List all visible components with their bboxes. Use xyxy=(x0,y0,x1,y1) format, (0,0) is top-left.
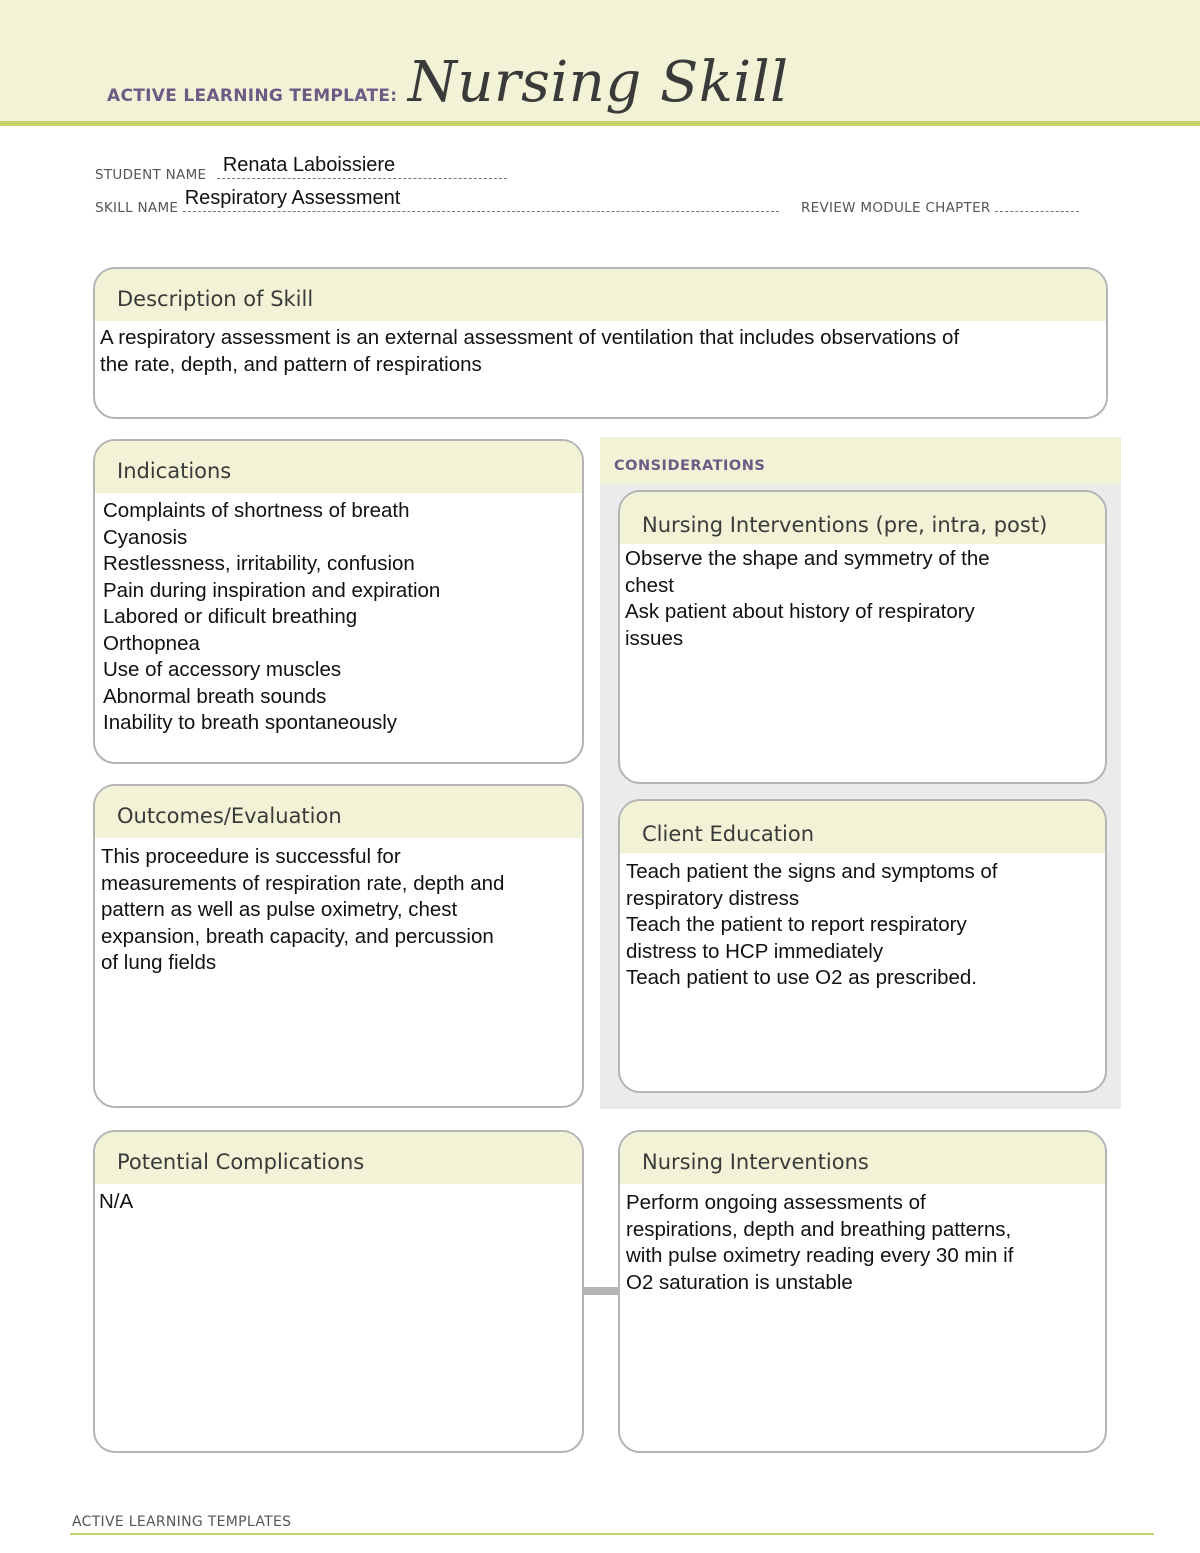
outcomes-line: This proceedure is successful for xyxy=(101,845,401,868)
template-name: Nursing Skill xyxy=(407,50,789,115)
nursing-intervention-line: O2 saturation is unstable xyxy=(626,1270,853,1294)
client-education-heading: Client Education xyxy=(620,801,1105,853)
student-name-row xyxy=(95,154,507,184)
intervention-line: chest xyxy=(625,573,674,597)
skill-name-label: SKILL NAME xyxy=(95,200,179,216)
intervention-line: issues xyxy=(625,626,684,650)
outcomes-line: pattern as well as pulse oximetry, chest xyxy=(101,898,458,921)
client-education-card xyxy=(618,799,1107,1093)
client-education-body[interactable] xyxy=(620,853,1105,996)
page-title xyxy=(107,50,789,115)
education-line: respiratory distress xyxy=(626,886,800,910)
student-name-value: Renata Laboissiere xyxy=(222,154,396,176)
nursing-intervention-line: respirations, depth and breathing patterns, xyxy=(626,1217,1012,1241)
review-module-row xyxy=(801,194,1079,217)
nursing-interventions-card xyxy=(618,1130,1107,1453)
nursing-interventions-pip-card xyxy=(618,490,1107,784)
outcomes-line: of lung fields xyxy=(101,951,217,974)
indication-item: Inability to breath spontaneously xyxy=(103,711,398,734)
outcomes-line: measurements of respiration rate, depth and xyxy=(101,871,505,895)
indication-item: Cyanosis xyxy=(103,525,188,549)
indication-item: Complaints of shortness of breath xyxy=(103,499,410,522)
indication-item: Restlessness, irritability, confusion xyxy=(103,552,415,575)
description-line: A respiratory assessment is an external assessment of ventilation that includes observations of xyxy=(100,326,960,349)
intervention-line: Observe the shape and symmetry of the xyxy=(625,547,990,570)
indications-body[interactable] xyxy=(95,493,582,741)
description-line: the rate, depth, and pattern of respirations xyxy=(100,352,482,376)
indications-card xyxy=(93,439,584,764)
skill-name-row xyxy=(95,187,779,217)
indications-heading: Indications xyxy=(95,441,582,493)
outcomes-card xyxy=(93,784,584,1108)
potential-complications-heading: Potential Complications xyxy=(95,1132,582,1184)
nursing-interventions-pip-heading: Nursing Interventions (pre, intra, post) xyxy=(620,492,1105,544)
indication-item: Orthopnea xyxy=(103,631,200,655)
outcomes-body[interactable] xyxy=(95,838,582,981)
nursing-interventions-pip-body[interactable] xyxy=(620,544,1105,656)
student-name-label: STUDENT NAME xyxy=(95,167,207,183)
indication-item: Labored or dificult breathing xyxy=(103,605,358,628)
education-line: distress to HCP immediately xyxy=(626,939,884,963)
outcomes-heading: Outcomes/Evaluation xyxy=(95,786,582,838)
nursing-intervention-line: Perform ongoing assessments of xyxy=(626,1191,926,1214)
description-heading: Description of Skill xyxy=(95,269,1106,321)
description-body[interactable] xyxy=(95,321,1106,382)
footer-rule xyxy=(70,1533,1154,1535)
education-line: Teach patient the signs and symptoms of xyxy=(626,860,998,883)
header-rule xyxy=(0,121,1200,126)
education-line: Teach patient to use O2 as prescribed. xyxy=(626,966,977,989)
nursing-interventions-heading: Nursing Interventions xyxy=(620,1132,1105,1184)
intervention-line: Ask patient about history of respiratory xyxy=(625,600,975,623)
outcomes-line: expansion, breath capacity, and percussion xyxy=(101,924,494,948)
indication-item: Pain during inspiration and expiration xyxy=(103,578,441,602)
complication-line: N/A xyxy=(99,1190,134,1213)
potential-complications-body[interactable] xyxy=(95,1184,582,1220)
indication-item: Abnormal breath sounds xyxy=(103,684,327,708)
indication-item: Use of accessory muscles xyxy=(103,658,342,681)
review-module-label: REVIEW MODULE CHAPTER xyxy=(801,200,991,216)
considerations-label: CONSIDERATIONS xyxy=(614,458,766,474)
skill-name-value: Respiratory Assessment xyxy=(184,187,401,209)
nursing-interventions-body[interactable] xyxy=(620,1184,1105,1300)
description-card xyxy=(93,267,1108,419)
nursing-intervention-line: with pulse oximetry reading every 30 min if xyxy=(626,1244,1014,1267)
card-connector xyxy=(583,1287,621,1295)
skill-name-field[interactable] xyxy=(183,187,779,212)
review-module-field[interactable] xyxy=(995,194,1079,212)
potential-complications-card xyxy=(93,1130,584,1453)
education-line: Teach the patient to report respiratory xyxy=(626,913,967,936)
student-name-field[interactable] xyxy=(217,154,507,179)
footer-text: ACTIVE LEARNING TEMPLATES xyxy=(72,1514,292,1530)
template-label: ACTIVE LEARNING TEMPLATE: xyxy=(107,86,398,106)
